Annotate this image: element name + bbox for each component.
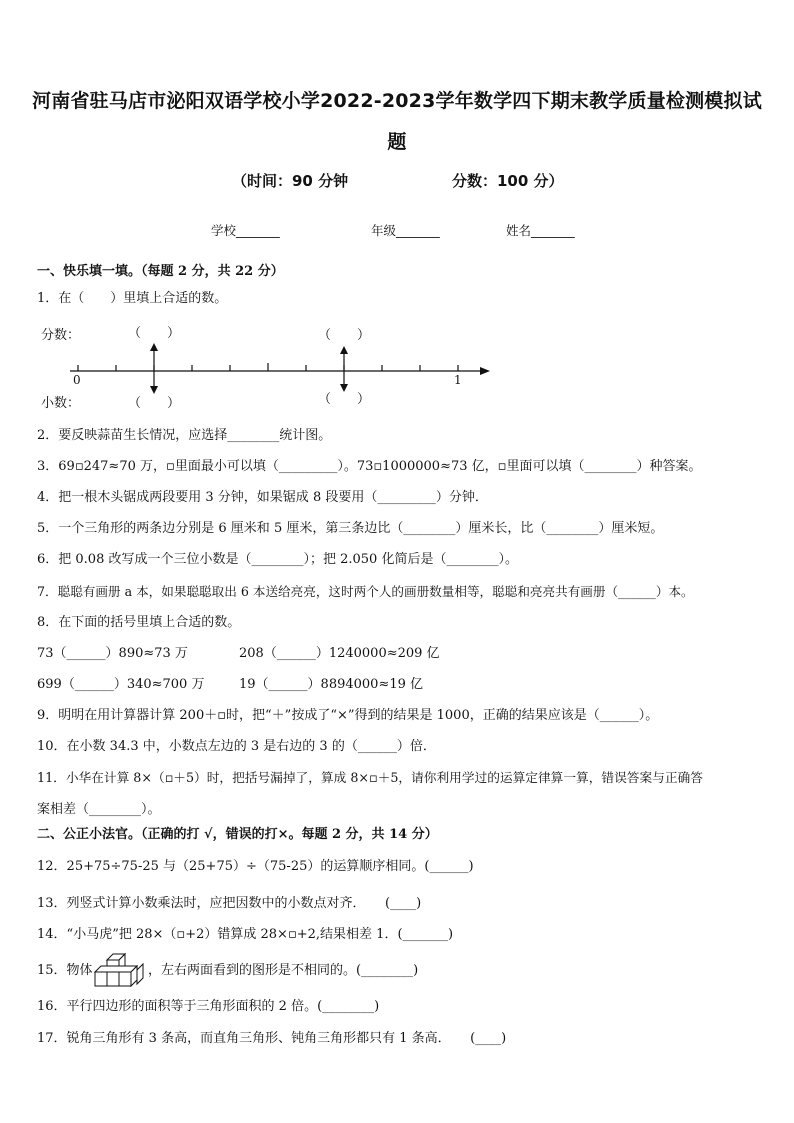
question-4: 4．把一根木头锯成两段要用 3 分钟，如果锯成 8 段要用（_________）分钟． [37, 490, 488, 505]
section-1-heading: 一、快乐填一填。（每题 2 分，共 22 分） [37, 264, 284, 279]
tick-label-zero: 0 [73, 373, 81, 387]
arrow-left-up-icon [150, 343, 158, 351]
question-14: 14．“小马虎”把 28×（▫+2）错算成 28×▫+2,结果相差 1．(_______) [37, 927, 454, 942]
question-11-line1: 11．小华在计算 8×（▫＋5）时，把括号漏掉了，算成 8×▫＋5，请你利用学过的运算定律算一算，错误答案与正确答 [37, 770, 703, 785]
arrow-right-down-icon [340, 384, 348, 392]
question-8d: 19（______）8894000≈19 亿 [239, 677, 424, 692]
exam-title-line2: 题 [387, 131, 407, 153]
arrow-right-up-icon [340, 346, 348, 354]
fraction-label: 分数： [41, 328, 81, 343]
question-15-suffix: ，左右两面看到的图形是不相同的。(________) [148, 963, 419, 978]
grade-field[interactable]: 年级_______ [371, 223, 440, 238]
question-5: 5．一个三角形的两条边分别是 6 厘米和 5 厘米，第三条边比（________）厘米长，比（________）厘米短。 [37, 521, 664, 536]
question-8a: 73（______）890≈73 万 [37, 646, 188, 661]
question-12: 12．25+75÷75-25 与（25+75）÷（75-25）的运算顺序相同。(______) [37, 859, 474, 874]
question-8c: 699（______）340≈700 万 [37, 677, 205, 692]
question-8b: 208（______）1240000≈209 亿 [239, 646, 440, 661]
time-info: （时间：90 分钟 [232, 172, 349, 190]
question-8: 8．在下面的括号里填上合适的数。 [37, 615, 241, 630]
answer-paren-fraction-left[interactable]: （ ） [128, 326, 181, 341]
question-13: 13．列竖式计算小数乘法时，应把因数中的小数点对齐． (____) [37, 896, 422, 911]
answer-paren-fraction-right[interactable]: （ ） [318, 328, 371, 343]
decimal-label: 小数： [41, 396, 81, 411]
question-1: 1．在（ ）里填上合适的数。 [37, 291, 228, 306]
question-16: 16．平行四边形的面积等于三角形面积的 2 倍。(________) [37, 999, 380, 1014]
question-6: 6．把 0.08 改写成一个三位小数是（________）；把 2.050 化简后是（________）。 [37, 552, 518, 567]
exam-title-line1: 河南省驻马店市泌阳双语学校小学2022-2023学年数学四下期末教学质量检测模拟试 [32, 90, 762, 112]
question-15-prefix: 15．物体 [37, 963, 93, 978]
name-field[interactable]: 姓名_______ [506, 223, 575, 238]
score-info: 分数：100 分） [452, 172, 564, 190]
number-line-arrowhead [480, 367, 490, 375]
question-17: 17．锐角三角形有 3 条高，而直角三角形、钝角三角形都只有 1 条高． (____) [37, 1031, 507, 1046]
cube-stack-icon [93, 950, 149, 990]
question-3: 3．69▫247≈70 万，▫里面最小可以填（_________）。73▫1000000≈73 亿，▫里面可以填（________）种答案。 [37, 459, 702, 474]
tick-label-one: 1 [454, 373, 462, 387]
school-field[interactable]: 学校_______ [211, 223, 280, 238]
question-10: 10．在小数 34.3 中，小数点左边的 3 是右边的 3 的（______）倍． [37, 739, 436, 754]
answer-paren-decimal-right[interactable]: （ ） [318, 392, 371, 407]
question-7: 7．聪聪有画册 a 本，如果聪聪取出 6 本送给亮亮，这时两个人的画册数量相等，聪聪和亮亮共有画册（______）本。 [37, 584, 694, 599]
question-2: 2．要反映蒜苗生长情况，应选择________统计图。 [37, 428, 332, 443]
arrow-left-down-icon [150, 386, 158, 394]
answer-paren-decimal-left[interactable]: （ ） [128, 396, 181, 411]
section-2-heading: 二、公正小法官。（正确的打 √，错误的打×。每题 2 分，共 14 分） [37, 827, 438, 842]
question-9: 9．明明在用计算器计算 200＋▫时，把“＋”按成了“×”得到的结果是 1000，正确的结果应该是（______）。 [37, 708, 659, 723]
question-11-line2: 案相差（________）。 [37, 802, 161, 817]
